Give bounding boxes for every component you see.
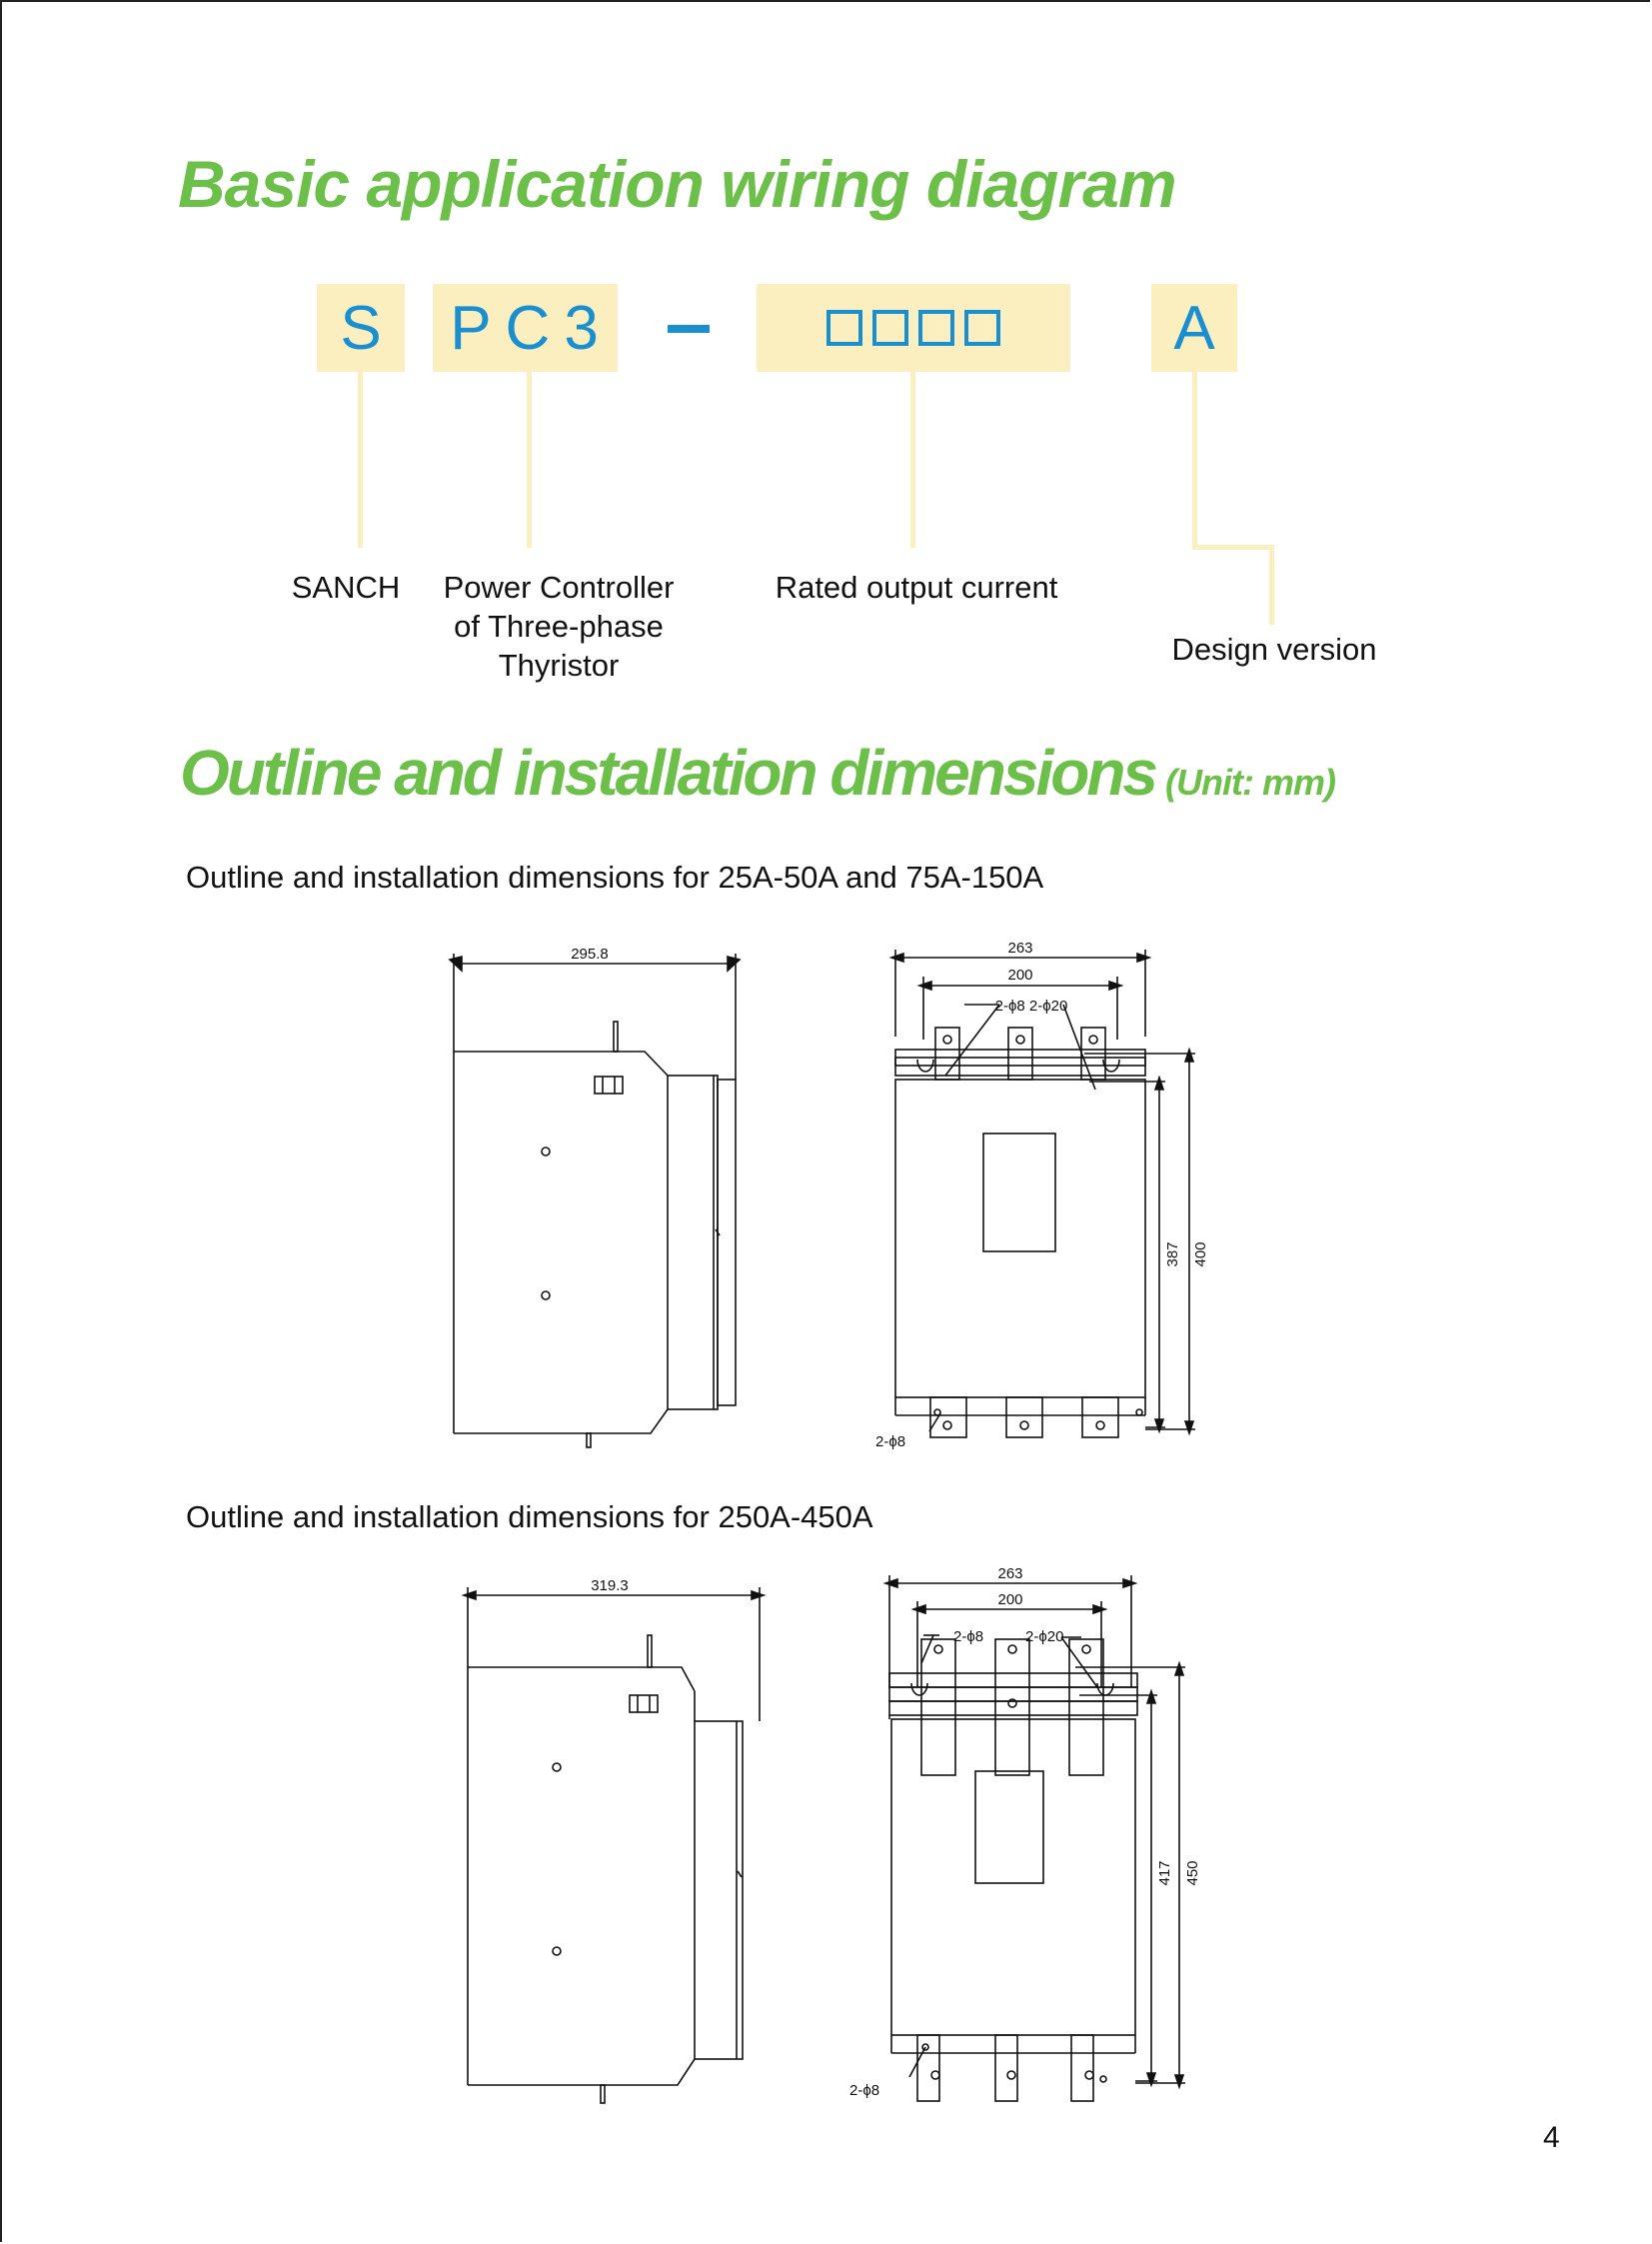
drawing-2-side-depth: 319.3: [591, 1577, 629, 1594]
drawing-2-inner-height: 417: [1156, 1860, 1173, 1886]
leader-line-s: [358, 372, 363, 548]
drawing-1-hole-top-label: 2-ϕ8 2-ϕ20: [994, 998, 1068, 1015]
drawing-1-heading: Outline and installation dimensions for 25A-50A and 75A-150A: [186, 860, 1044, 895]
outline-title-text: Outline and installation dimensions: [180, 737, 1155, 809]
drawing-1-hole-bottom-label: 2-ϕ8: [875, 1433, 906, 1450]
drawing-1-side-depth: 295.8: [571, 946, 609, 963]
drawing-2-outer-height: 450: [1184, 1860, 1201, 1886]
outline-title: [180, 736, 1335, 810]
drawing-2-hole-top-b: 2-ϕ20: [1025, 1628, 1064, 1645]
label-power-line-2: of Three-phase: [454, 609, 664, 644]
leader-line-pc3: [527, 372, 532, 548]
drawing-1-outer-height: 400: [1192, 1241, 1209, 1267]
page-number: 4: [1543, 2121, 1560, 2154]
code-box-pc3: [433, 284, 618, 372]
label-design-version: Design version: [1171, 632, 1377, 667]
code-box-version: [1151, 284, 1237, 372]
drawing-1-side-view: [440, 940, 750, 1459]
leader-line-version-h: [1192, 545, 1274, 550]
code-box-rating: [757, 284, 1070, 372]
leader-line-rating: [910, 372, 915, 548]
drawing-2-hole-spacing: 200: [997, 1591, 1023, 1608]
label-sanch: SANCH: [291, 570, 401, 605]
drawing-2-hole-top-a: 2-ϕ8: [953, 1628, 984, 1645]
drawing-1-inner-height: 387: [1164, 1241, 1181, 1267]
drawing-2-front-view: [839, 1557, 1239, 2117]
label-power-controller: [424, 568, 694, 685]
drawing-2-hole-bottom-label: 2-ϕ8: [849, 2082, 880, 2099]
label-rated-current: Rated output current: [775, 570, 1058, 605]
label-power-line-1: Power Controller: [443, 570, 675, 605]
code-box-s: [317, 284, 405, 372]
drawing-2-side-view: [454, 1571, 774, 2131]
leader-line-version: [1192, 372, 1197, 550]
drawing-2-front-width: 263: [997, 1565, 1023, 1582]
outline-unit: (Unit: mm): [1165, 762, 1335, 803]
leader-line-version-v2: [1269, 545, 1274, 625]
rating-slot: [918, 310, 954, 346]
drawing-1-front-width: 263: [1007, 940, 1033, 957]
code-s-text: S: [340, 293, 382, 363]
code-version-text: A: [1173, 293, 1215, 363]
drawing-2-heading: Outline and installation dimensions for 250A-450A: [186, 1499, 873, 1534]
rating-slot: [964, 310, 1000, 346]
rating-slot: [826, 310, 862, 346]
label-power-line-3: Thyristor: [498, 648, 620, 683]
code-pc3-text: PC3: [450, 293, 613, 363]
drawing-1-hole-spacing: 200: [1007, 967, 1033, 984]
code-separator-dash: [668, 325, 710, 333]
rating-slot: [872, 310, 908, 346]
wiring-diagram-title: Basic application wiring diagram: [178, 147, 1176, 221]
drawing-1-front-view: [849, 932, 1229, 1461]
